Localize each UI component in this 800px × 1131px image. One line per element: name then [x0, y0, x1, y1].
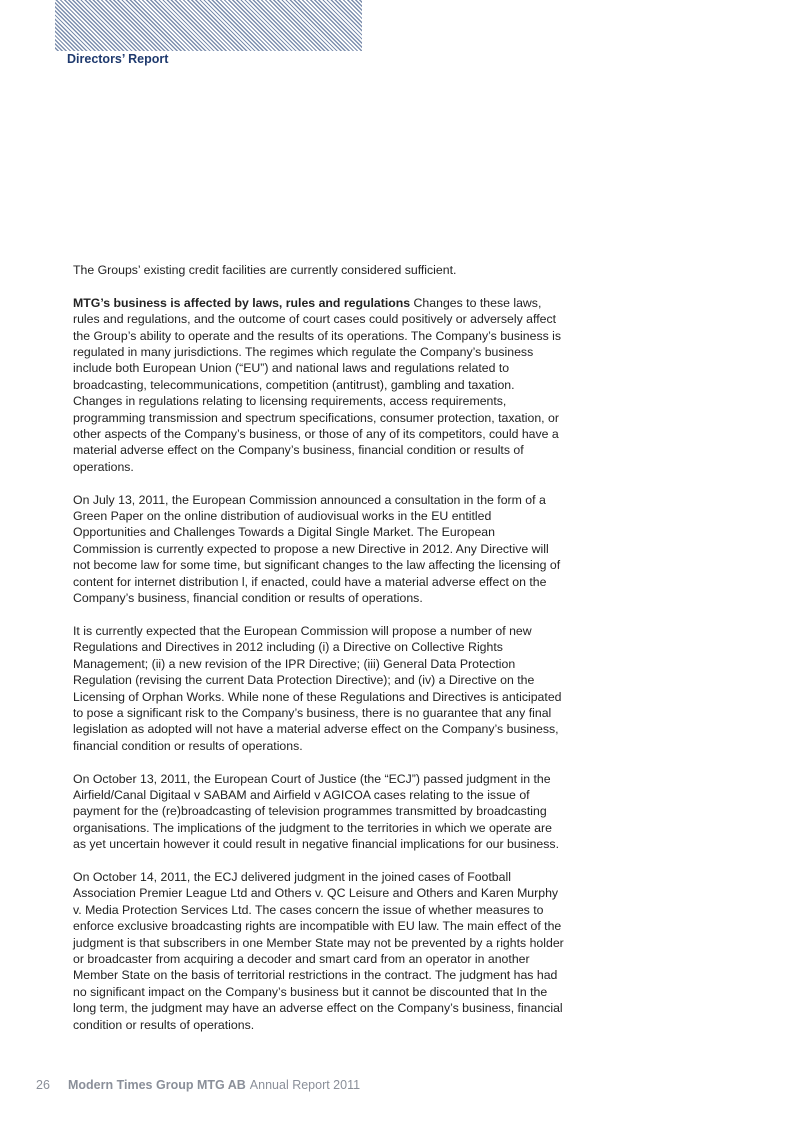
paragraph-text: Changes to these laws, — [410, 295, 542, 310]
paragraph — [73, 869, 573, 1033]
footer-report: Annual Report 2011 — [249, 1078, 361, 1092]
paragraph-line: organisations. The implications of the judgment to the territories in which we operate are — [73, 820, 552, 835]
paragraph-line: v. Media Protection Services Ltd. The cases concern the issue of whether measures to — [73, 902, 544, 917]
paragraph-line: Company’s business, financial condition or results of operations. — [73, 591, 423, 606]
paragraph-heading: MTG’s business is affected by laws, rules and regulations — [73, 295, 411, 310]
paragraph-line: Commission is currently expected to propose a new Directive in 2012. Any Directive will — [73, 541, 549, 556]
page-number: 26 — [36, 1078, 50, 1092]
footer-company: Modern Times Group MTG AB — [68, 1078, 246, 1092]
page-footer — [36, 1078, 360, 1092]
paragraph-line: Airfield/Canal Digitaal v SABAM and Airfield v AGICOA cases relating to the issue of — [73, 787, 530, 802]
header-hatch-decoration — [55, 0, 362, 51]
paragraph-line: content for internet distribution l, if enacted, could have a material adverse effect on the — [73, 574, 547, 589]
paragraph-line: Opportunities and Challenges Towards a Digital Single Market. The European — [73, 525, 495, 540]
paragraph — [73, 492, 573, 607]
paragraph-line: regulated in many jurisdictions. The regimes which regulate the Company’s business — [73, 345, 534, 360]
paragraph-line: not become law for some time, but significant changes to the law affecting the licensing of — [73, 558, 561, 573]
paragraph-line: enforce exclusive broadcasting rights are incompatible with EU law. The main effect of the — [73, 919, 562, 934]
paragraph-line: to pose a significant risk to the Company’s business, there is no guarantee that any final — [73, 705, 552, 720]
paragraph — [73, 623, 573, 754]
paragraph — [73, 262, 573, 278]
paragraph-line: On July 13, 2011, the European Commission announced a consultation in the form of a — [73, 492, 546, 507]
paragraph — [73, 295, 573, 475]
paragraph-line: Changes in regulations relating to licensing requirements, access requirements, — [73, 394, 507, 409]
paragraph-line: Regulations and Directives in 2012 including (i) a Directive on Collective Rights — [73, 640, 503, 655]
paragraph-line: as yet uncertain however it could result in negative financial implications for our business. — [73, 837, 559, 852]
paragraph-line: Green Paper on the online distribution of audiovisual works in the EU entitled — [73, 509, 492, 524]
paragraph-line: condition or results of operations. — [73, 1017, 255, 1032]
paragraph-line: On October 13, 2011, the European Court of Justice (the “ECJ”) passed judgment in the — [73, 771, 551, 786]
paragraph-line: no significant impact on the Company’s business but it cannot be discounted that In the — [73, 984, 548, 999]
paragraph-line: material adverse effect on the Company’s business, financial condition or results of — [73, 443, 524, 458]
paragraph-line: payment for the (re)broadcasting of television programmes transmitted by broadcasting — [73, 804, 547, 819]
paragraph-line: On October 14, 2011, the ECJ delivered judgment in the joined cases of Football — [73, 869, 511, 884]
section-title: Directors’ Report — [67, 52, 169, 66]
document-body — [73, 262, 573, 1049]
paragraph-line: long term, the judgment may have an adverse effect on the Company’s business, financial — [73, 1001, 563, 1016]
paragraph-line: Member State on the basis of territorial restrictions in the contract. The judgment has had — [73, 968, 558, 983]
paragraph-line: broadcasting, telecommunications, competition (antitrust), gambling and taxation. — [73, 377, 515, 392]
paragraph-line: legislation as adopted will not have a material adverse effect on the Company’s business, — [73, 722, 559, 737]
paragraph-line: Regulation (revising the current Data Protection Directive); and (iv) a Directive on the — [73, 673, 535, 688]
paragraph-line: include both European Union (“EU”) and national laws and regulations related to — [73, 361, 510, 376]
paragraph-line: The Groups’ existing credit facilities are currently considered sufficient. — [73, 263, 457, 277]
paragraph-line: operations. — [73, 459, 134, 474]
paragraph-line: the Group’s ability to operate and the results of its operations. The Company’s business is — [73, 328, 562, 343]
paragraph-line — [73, 295, 573, 311]
paragraph-line: rules and regulations, and the outcome of court cases could positively or adversely affect — [73, 312, 557, 327]
paragraph-line: other aspects of the Company’s business, or those of any of its competitors, could have a — [73, 427, 559, 442]
paragraph-line: Association Premier League Ltd and Others v. QC Leisure and Others and Karen Murphy — [73, 886, 559, 901]
paragraph-line: programming transmission and spectrum specifications, consumer protection, taxation, or — [73, 410, 559, 425]
paragraph-line: Management; (ii) a new revision of the IPR Directive; (iii) General Data Protection — [73, 656, 516, 671]
paragraph-line: Licensing of Orphan Works. While none of these Regulations and Directives is anticipated — [73, 689, 562, 704]
paragraph-line: or broadcaster from acquiring a decoder and smart card from an operator in another — [73, 951, 530, 966]
paragraph — [73, 771, 573, 853]
paragraph-line: financial condition or results of operations. — [73, 738, 303, 753]
paragraph-line: It is currently expected that the European Commission will propose a number of new — [73, 623, 532, 638]
paragraph-line: judgment is that subscribers in one Member State may not be prevented by a rights holder — [73, 935, 564, 950]
